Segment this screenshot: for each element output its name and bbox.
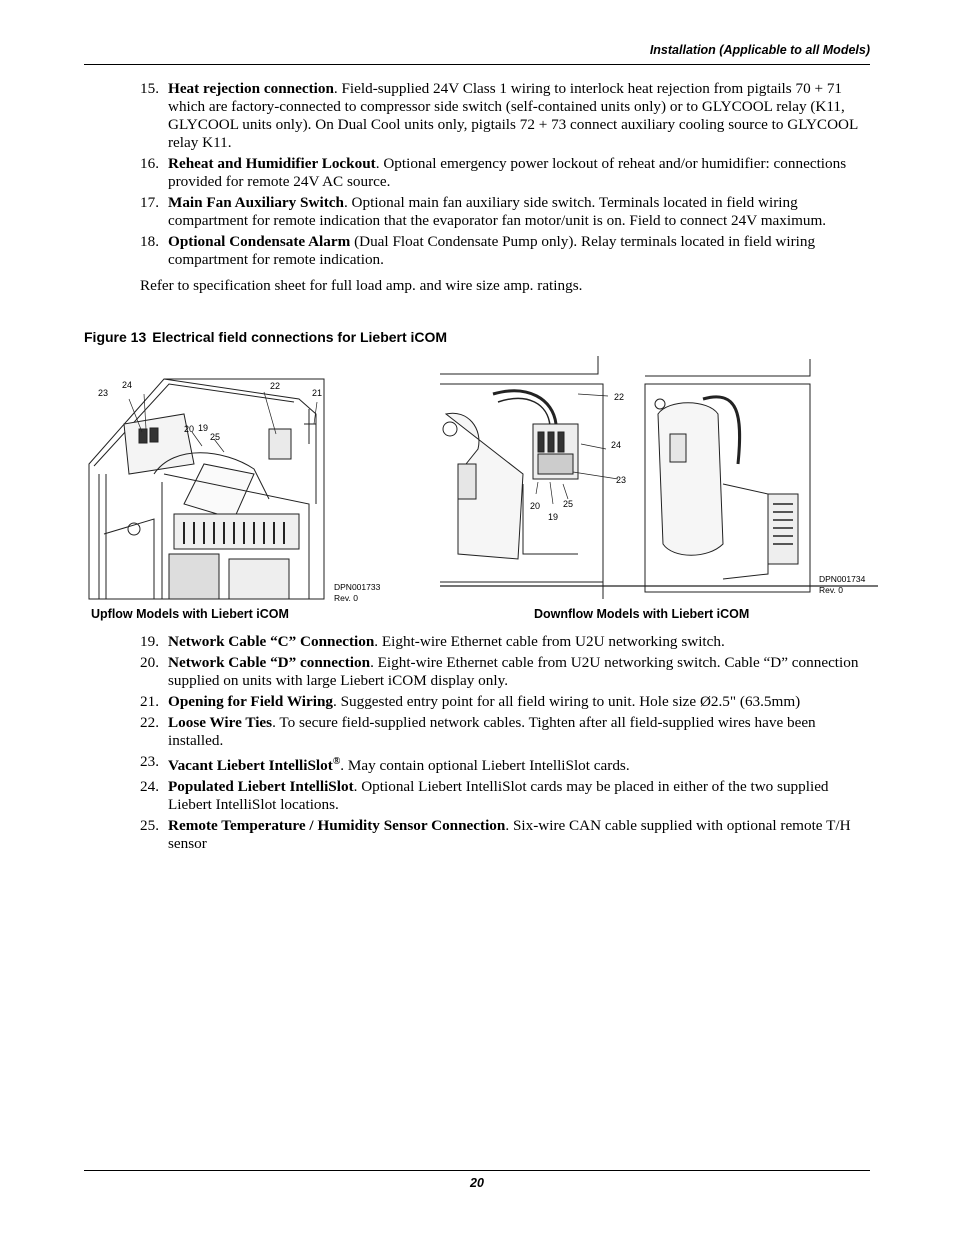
callout-19: 19 [198,423,209,433]
page-number: 20 [470,1176,484,1190]
item-text: . Field-supplied 24V Class 1 wiring to interlock heat rejection from pigtails 70 + 71 which are factory-connected to compressor side switch (self-contained units only) or to GLYCOOL relay (K11, GLYCOOL units only). On Dual Cool units only, pigtails 72 + 73 connect auxiliary cooling source to GLYCOOL relay K11. [168,80,858,151]
item-number: 25. [140,817,159,835]
refer-note: Refer to specification sheet for full load amp. and wire size amp. ratings. [140,277,583,294]
item-number: 16. [140,155,159,172]
list-item [140,654,870,690]
callout-23: 23 [98,388,109,398]
list-item [140,633,870,651]
callout-21: 21 [312,388,323,398]
list-item [140,714,870,750]
item-title: Opening for Field Wiring [168,693,333,710]
callout-25: 25 [210,432,221,442]
list-item [140,693,870,711]
downflow-drawing [438,354,878,604]
item-title: Loose Wire Ties [168,714,273,731]
callout-19: 19 [548,512,559,522]
upflow-label: Upflow Models with Liebert iCOM [91,607,289,621]
item-title: Main Fan Auxiliary Switch [168,194,344,211]
list-bottom [140,633,870,856]
control-board [169,554,219,599]
callout-24: 24 [611,440,622,450]
callout-20: 20 [530,501,541,511]
compressor-right [658,403,723,556]
header-title: Installation (Applicable to all Models) [649,43,870,57]
list-item [140,155,870,191]
page-header [84,40,870,65]
item-text: (Dual Float Condensate Pump only). Relay terminals located in field wiring compartment for remote indication. [168,233,816,268]
item-number: 18. [140,233,159,250]
revision-right: Rev. 0 [819,585,843,595]
item-number: 19. [140,633,159,650]
item-number: 22. [140,714,159,731]
item-title: Populated Liebert IntelliSlot [168,778,354,796]
figure-caption [84,329,447,345]
item-text: . Optional main fan auxiliary side switch. Terminals located in field wiring compartment for remote indication that the evaporator fan motor/unit is on. Field to connect 24V maximum. [168,194,827,229]
registered-mark: ® [332,756,341,767]
item-text: . Eight-wire Ethernet cable from U2U networking switch. Cable “D” connection supplied on units with large Liebert iCOM display only. [168,654,859,689]
list-item [140,817,870,853]
item-title: Reheat and Humidifier Lockout [168,155,376,172]
item-number: 21. [140,693,159,710]
callout-22: 22 [614,392,625,402]
figure-title: Electrical field connections for Liebert iCOM [152,329,448,345]
item-text: . May contain optional Liebert IntelliSlot cards. [340,757,630,775]
list-item [140,778,870,814]
item-number: 17. [140,194,159,211]
intellislot-bracket [124,414,194,474]
item-title: Network Cable “C” Connection [168,633,375,650]
callout-22: 22 [270,381,281,391]
item-text: . Optional Liebert IntelliSlot cards may be placed in either of the two supplied Liebert IntelliSlot locations. [168,778,829,814]
revision-left: Rev. 0 [334,593,358,603]
item-title: Network Cable “D” connection [168,654,371,671]
item-number: 24. [140,778,159,796]
callout-20: 20 [184,424,195,434]
item-text: . Suggested entry point for all field wiring to unit. Hole size Ø2.5" (63.5mm) [332,693,801,710]
item-title: Heat rejection connection [168,80,334,97]
item-number: 15. [140,80,159,97]
item-title: Remote Temperature / Humidity Sensor Connection [168,817,506,835]
item-number: 23. [140,753,159,770]
item-text: . Six-wire CAN cable supplied with optional remote T/H sensor [168,817,851,853]
item-number: 20. [140,654,159,671]
downflow-label: Downflow Models with Liebert iCOM [534,607,750,621]
callout-24: 24 [122,380,133,390]
drawing-number-right: DPN001734 [819,574,866,584]
list-item [140,194,870,230]
callout-23: 23 [616,475,627,485]
item-text: . To secure field-supplied network cables. Tighten after all field-supplied wires have been installed. [168,714,816,749]
item-title: Vacant Liebert IntelliSlot [168,757,333,775]
item-title: Optional Condensate Alarm [168,233,351,250]
list-top [140,80,870,295]
item-text: . Optional emergency power lockout of reheat and/or humidifier: connections provided for remote 24V AC source. [168,155,847,190]
page-footer [84,1170,870,1190]
figure-number: Figure 13 [84,329,147,345]
list-item [140,80,870,152]
list-item [140,233,870,269]
upflow-drawing [84,354,404,604]
drawing-number-left: DPN001733 [334,582,381,592]
callout-25: 25 [563,499,574,509]
list-item [140,753,870,775]
item-text: . Eight-wire Ethernet cable from U2U networking switch. [374,633,725,650]
